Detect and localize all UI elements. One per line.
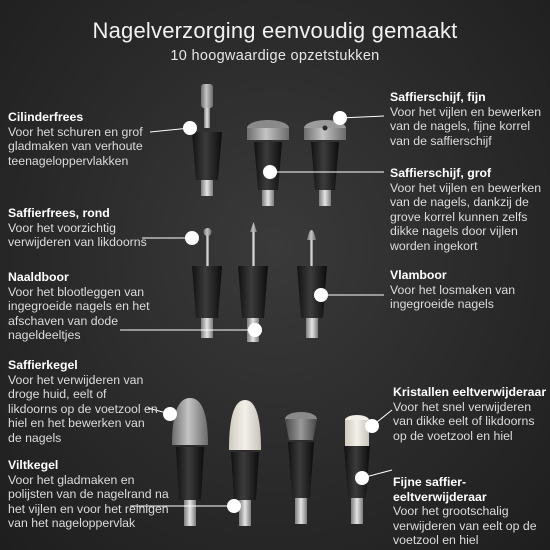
callout-dot-saffierschijf-fijn [334, 112, 347, 125]
label-naaldboor-desc: Voor het blootleggen van ingegroeide nagels en het afschaven van dode nageldeeltjes [8, 284, 150, 343]
label-vlamboor-name: Vlamboor [390, 268, 447, 282]
label-saffierfrees-rond [8, 206, 154, 250]
label-kristallen [393, 385, 547, 443]
label-cilinderfrees [8, 110, 158, 168]
vlamboor-attachment [297, 230, 327, 338]
callout-dot-vlamboor [315, 289, 328, 302]
label-viltkegel-desc: Voor het gladmaken en polijsten van de nagelrand na het vijlen en voor het reinigen van het nageloppervlak [8, 472, 169, 531]
label-viltkegel-name: Viltkegel [8, 458, 59, 472]
label-fijne-saffier-name: Fijne saffier-eeltverwijderaar [393, 475, 487, 504]
label-naaldboor [8, 270, 168, 343]
label-saffierfrees-rond-desc: Voor het voorzichtig verwijderen van likdoorns [8, 220, 147, 250]
label-viltkegel [8, 458, 172, 531]
callout-dot-cilinderfrees [184, 122, 197, 135]
label-saffierkegel-name: Saffierkegel [8, 358, 78, 372]
label-cilinderfrees-name: Cilinderfrees [8, 110, 84, 124]
label-saffierschijf-grof [390, 166, 546, 254]
label-saffierkegel-desc: Voor het verwijderen van droge huid, eelt of likdoorns op de voetzool en hiel en het bewerken van de nagels [8, 372, 158, 445]
fijne-saffier-eeltverwijderaar-attachment [344, 415, 370, 524]
label-naaldboor-name: Naaldboor [8, 270, 69, 284]
label-saffierschijf-grof-desc: Voor het vijlen en bewerken van de nagels, dankzij de grove korrel kunnen zelfs dikke nagels door vijlen worden ingekort [390, 180, 542, 253]
label-saffierschijf-grof-name: Saffierschijf, grof [390, 166, 492, 180]
label-fijne-saffier-desc: Voor het grootschalig verwijderen van eelt op de voetzool en hiel [393, 504, 537, 548]
label-vlamboor-desc: Voor het losmaken van ingegroeide nagels [390, 282, 516, 312]
label-saffierschijf-fijn [390, 90, 546, 148]
callout-dot-naaldboor [249, 324, 262, 337]
saffierfrees-rond-attachment [192, 228, 222, 338]
callout-dot-fijne-saffier [356, 472, 369, 485]
callout-dot-saffierkegel [164, 408, 177, 421]
label-saffierschijf-fijn-name: Saffierschijf, fijn [390, 90, 486, 104]
saffierkegel-attachment [172, 398, 208, 526]
callout-dot-saffierfrees-rond [186, 232, 199, 245]
callout-dot-saffierschijf-grof [264, 166, 277, 179]
cilinderfrees-attachment [192, 84, 222, 196]
label-cilinderfrees-desc: Voor het schuren en grof gladmaken van verhoute teenageloppervlakken [8, 124, 143, 168]
saffierschijf-grof-attachment [247, 120, 289, 206]
page-subtitle: 10 hoogwaardige opzetstukken [170, 48, 380, 64]
label-kristallen-desc: Voor het snel verwijderen van dikke eelt of likdoorns op de voetzool en hiel [393, 399, 535, 443]
label-saffierkegel [8, 358, 158, 446]
page-title: Nagelverzorging eenvoudig gemaakt [92, 18, 458, 43]
callout-dot-viltkegel [228, 500, 241, 513]
label-vlamboor [390, 268, 546, 312]
label-kristallen-name: Kristallen eeltverwijderaar [393, 385, 547, 399]
label-fijne-saffier [393, 475, 547, 548]
saffierschijf-fijn-attachment [304, 120, 346, 206]
label-saffierschijf-fijn-desc: Voor het vijlen en bewerken van de nagels, fijne korrel van de saffierschijf [390, 104, 542, 148]
callout-dot-kristallen [366, 420, 379, 433]
kristallen-eeltverwijderaar-attachment [285, 412, 317, 524]
label-saffierfrees-rond-name: Saffierfrees, rond [8, 206, 110, 220]
